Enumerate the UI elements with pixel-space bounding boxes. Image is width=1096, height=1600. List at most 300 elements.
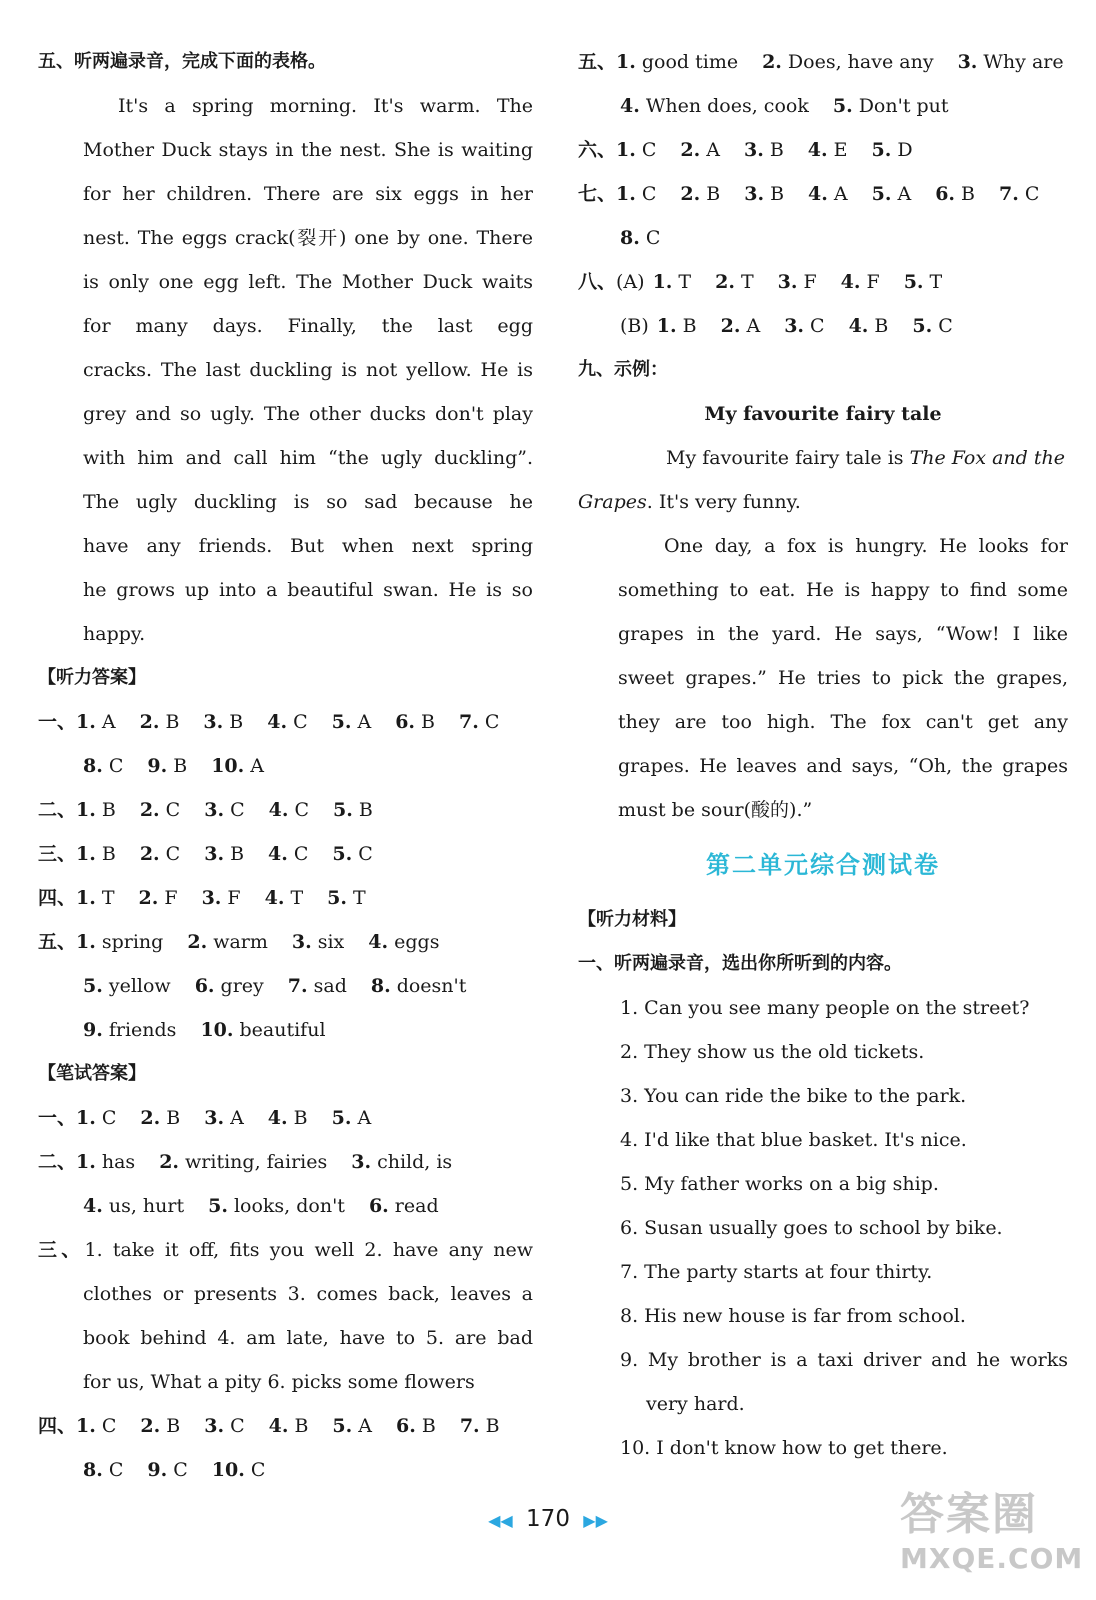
row-label: 二、	[38, 1151, 77, 1173]
item-answer: child, is	[377, 1151, 453, 1173]
answer-item	[76, 920, 163, 964]
item-number: 3.	[201, 887, 222, 909]
answer-item	[83, 1448, 123, 1492]
item-number: 4.	[620, 95, 640, 117]
item-answer: C	[101, 1107, 117, 1129]
answer-item	[83, 1008, 176, 1052]
story-title: Grapes	[578, 491, 647, 513]
answer-item	[139, 876, 178, 920]
essay-line: sweet grapes.” He tries to pick the grapes,	[618, 667, 1068, 689]
item-answer: C	[101, 1415, 117, 1437]
item-number: 3.	[351, 1151, 372, 1173]
answer-item	[204, 1404, 244, 1448]
item-answer: C	[293, 711, 308, 733]
item-number: 1.	[616, 51, 636, 73]
item-number: 5.	[871, 183, 892, 205]
item-answer: B	[293, 1107, 308, 1129]
item-answer: C	[1024, 183, 1040, 205]
answer-item	[211, 744, 264, 788]
item-number: 3.	[204, 799, 225, 821]
answer-item	[269, 1404, 309, 1448]
answer-item	[841, 260, 880, 304]
row-label: 一、	[38, 711, 77, 733]
item-number: 1.	[76, 843, 96, 865]
listening-item: 9. My brother is a taxi driver and he works	[620, 1349, 1068, 1371]
answer-row: clothes or presents 3. comes back, leaves a	[83, 1283, 533, 1305]
item-number: 9.	[83, 1019, 103, 1041]
row-label: 四、	[38, 887, 77, 909]
item-answer: C	[938, 315, 953, 337]
answer-item	[140, 700, 180, 744]
part-label: (A)	[616, 271, 645, 293]
item-number: 5.	[903, 271, 924, 293]
row-label: 一、	[38, 1107, 77, 1129]
row-label: 五、	[38, 931, 77, 953]
item-number: 5.	[333, 799, 353, 821]
answer-item	[935, 172, 975, 216]
item-answer: B	[101, 799, 116, 821]
listening-answers-title: 【听力答案】	[38, 667, 146, 688]
item-answer: B	[229, 711, 244, 733]
item-number: 8.	[83, 755, 103, 777]
item-number: 4.	[808, 183, 828, 205]
item-number: 5.	[208, 1195, 228, 1217]
item-number: 7.	[459, 1415, 480, 1437]
item-answer: C	[108, 755, 124, 777]
item-number: 5.	[331, 711, 352, 733]
item-number: 5.	[832, 95, 853, 117]
item-number: 1.	[76, 799, 96, 821]
item-answer: B	[173, 755, 188, 777]
answer-row	[38, 1228, 533, 1272]
answer-item	[616, 172, 656, 216]
item-answer: C	[810, 315, 825, 337]
essay-text: . It's very funny.	[646, 491, 801, 513]
item-answer: B	[682, 315, 697, 337]
item-answer: good time	[641, 51, 739, 73]
answer-item	[269, 788, 309, 832]
item-answer: C	[165, 843, 181, 865]
answer-item	[212, 1448, 266, 1492]
essay-line	[578, 480, 1068, 524]
answer-item	[332, 1404, 372, 1448]
item-number: 3.	[957, 51, 978, 73]
answer-item	[808, 128, 848, 172]
item-answer: sad	[313, 975, 347, 997]
passage-line: have any friends. But when next spring	[83, 535, 533, 557]
item-number: 8.	[83, 1459, 103, 1481]
item-answer: B	[421, 1415, 436, 1437]
item-number: 5.	[332, 1415, 353, 1437]
item-number: 1.	[656, 315, 677, 337]
answer-item	[762, 40, 933, 84]
passage-line: grey and so ugly. The other ducks don't play	[83, 403, 533, 425]
item-number: 2.	[715, 271, 735, 293]
listening-item: 7. The party starts at four thirty.	[620, 1261, 933, 1283]
answer-item	[76, 788, 116, 832]
item-answer: warm	[213, 931, 268, 953]
section-heading: 五、听两遍录音，完成下面的表格。	[38, 51, 326, 72]
item-answer: writing, fairies	[185, 1151, 328, 1173]
item-answer: E	[833, 139, 848, 161]
listening-item: 10. I don't know how to get there.	[620, 1437, 948, 1459]
passage-line: for her children. There are six eggs in her	[83, 183, 533, 205]
item-number: 2.	[680, 139, 701, 161]
answer-item	[396, 1404, 436, 1448]
item-answer: C	[173, 1459, 188, 1481]
item-number: 8.	[370, 975, 391, 997]
item-answer: friends	[108, 1019, 177, 1041]
answer-item	[616, 128, 656, 172]
item-answer: looks, don't	[233, 1195, 345, 1217]
item-answer: When does, cook	[645, 95, 809, 117]
item-answer: B	[485, 1415, 500, 1437]
item-number: 1.	[76, 1151, 96, 1173]
row-label: 八、	[578, 271, 617, 293]
item-answer: B	[961, 183, 975, 205]
answer-item	[744, 128, 784, 172]
item-number: 7.	[999, 183, 1019, 205]
answer-row	[38, 832, 533, 876]
item-number: 5.	[871, 139, 892, 161]
answer-item	[620, 216, 660, 260]
item-answer: T	[101, 887, 115, 909]
item-number: 3.	[744, 183, 765, 205]
passage-line: he grows up into a beautiful swan. He is so	[83, 579, 533, 601]
answer-row	[578, 216, 1068, 260]
item-answer: eggs	[394, 931, 440, 953]
answer-item	[808, 172, 848, 216]
item-number: 3.	[203, 711, 224, 733]
item-answer: B	[358, 799, 373, 821]
answer-item	[999, 172, 1039, 216]
answer-item	[369, 1184, 439, 1228]
item-number: 6.	[395, 711, 416, 733]
item-answer: B	[874, 315, 889, 337]
answer-item	[203, 700, 243, 744]
answer-item	[204, 832, 244, 876]
item-number: 3.	[777, 271, 798, 293]
answer-item	[83, 744, 123, 788]
essay-line: something to eat. He is happy to find some	[618, 579, 1068, 601]
item-number: 4.	[267, 1107, 288, 1129]
answer-item	[288, 964, 347, 1008]
item-number: 4.	[83, 1195, 103, 1217]
answer-item	[200, 1008, 325, 1052]
item-number: 5.	[912, 315, 933, 337]
item-answer: has	[101, 1151, 136, 1173]
item-answer: yellow	[108, 975, 171, 997]
item-number: 1.	[652, 271, 673, 293]
item-answer: D	[897, 139, 913, 161]
listening-item: 1. Can you see many people on the street?	[620, 997, 1030, 1019]
answer-item	[616, 40, 738, 84]
item-number: 9.	[147, 755, 168, 777]
answer-item	[265, 876, 304, 920]
item-answer: T	[929, 271, 943, 293]
item-answer: spring	[101, 931, 164, 953]
watermark-url: MXQE.COM	[900, 1542, 1084, 1575]
answer-item	[333, 788, 373, 832]
item-number: 2.	[187, 931, 208, 953]
item-answer: read	[394, 1195, 439, 1217]
item-number: 2.	[138, 887, 159, 909]
passage-line: with him and call him “the ugly duckling”.	[83, 447, 533, 469]
answer-row	[38, 1448, 533, 1492]
item-number: 1.	[76, 711, 96, 733]
essay-text: My favourite fairy tale is	[666, 447, 910, 469]
item-number: 2.	[140, 1107, 161, 1129]
answer-item	[958, 40, 1064, 84]
item-answer: F	[227, 887, 241, 909]
item-number: 6.	[935, 183, 956, 205]
item-number: 2.	[139, 711, 160, 733]
answer-row	[578, 172, 1068, 216]
answer-item	[76, 700, 116, 744]
essay-title: My favourite fairy tale	[704, 403, 942, 425]
item-number: 10.	[211, 1459, 245, 1481]
item-answer: A	[250, 755, 264, 777]
item-number: 2.	[139, 799, 160, 821]
answer-item	[76, 832, 116, 876]
answer-row	[38, 1404, 533, 1448]
essay-line: grapes in the yard. He says, “Wow! I like	[618, 623, 1068, 645]
essay-line: they are too high. The fox can't get any	[618, 711, 1068, 733]
item-number: 4.	[268, 843, 288, 865]
item-number: 2.	[680, 183, 701, 205]
item-number: 2.	[139, 843, 160, 865]
answer-item	[327, 876, 366, 920]
page-number: 170	[526, 1506, 570, 1532]
part-label: (B)	[620, 315, 649, 337]
passage-line: happy.	[83, 623, 146, 645]
item-answer: C	[108, 1459, 124, 1481]
item-number: 1.	[76, 887, 96, 909]
item-answer: doesn't	[396, 975, 467, 997]
item-answer: A	[833, 183, 848, 205]
item-answer: Does, have any	[787, 51, 934, 73]
answer-item	[395, 700, 435, 744]
item-number: 10.	[211, 755, 245, 777]
item-answer: B	[166, 1415, 181, 1437]
listening-item: 2. They show us the old tickets.	[620, 1041, 925, 1063]
answer-item	[204, 788, 244, 832]
answer-item	[159, 1140, 327, 1184]
listening-item: very hard.	[646, 1393, 745, 1415]
answer-item	[267, 700, 307, 744]
story-title: The Fox and the	[909, 447, 1065, 469]
right-column	[578, 40, 1068, 1470]
item-number: 3.	[204, 1107, 225, 1129]
answer-item	[657, 304, 697, 348]
answer-item	[368, 920, 439, 964]
item-number: 5.	[83, 975, 103, 997]
item-number: 2.	[140, 1415, 161, 1437]
answer-row	[38, 788, 533, 832]
item-number: 1.	[616, 139, 636, 161]
listening-material-title: 【听力材料】	[578, 909, 686, 930]
item-answer: F	[866, 271, 880, 293]
item-number: 3.	[204, 843, 225, 865]
listening-item: 6. Susan usually goes to school by bike.	[620, 1217, 1003, 1239]
item-answer: C	[250, 1459, 266, 1481]
item-answer: T	[678, 271, 692, 293]
answer-row	[38, 964, 533, 1008]
item-answer: A	[101, 711, 116, 733]
item-answer: B	[769, 139, 784, 161]
answer-item	[83, 1184, 184, 1228]
answer-item	[715, 260, 754, 304]
passage-line: It's a spring morning. It's warm. The	[118, 95, 533, 117]
item-answer: Don't put	[858, 95, 949, 117]
answer-item	[849, 304, 889, 348]
item-answer: beautiful	[239, 1019, 326, 1041]
answer-row	[38, 876, 533, 920]
item-answer: B	[166, 1107, 181, 1129]
item-answer: T	[740, 271, 754, 293]
answer-item	[76, 876, 115, 920]
listening-item: 3. You can ride the bike to the park.	[620, 1085, 967, 1107]
item-number: 4.	[264, 887, 285, 909]
item-number: 4.	[807, 139, 828, 161]
answer-item	[872, 128, 913, 172]
row-label: 三、	[38, 1239, 85, 1261]
answer-item	[653, 260, 692, 304]
item-answer: C	[294, 799, 309, 821]
answer-item	[371, 964, 467, 1008]
item-answer: A	[358, 1415, 372, 1437]
passage-line: The ugly duckling is so sad because he	[83, 491, 533, 513]
item-number: 4.	[267, 711, 288, 733]
item-number: 5.	[331, 1107, 352, 1129]
item-number: 1.	[76, 1107, 96, 1129]
item-number: 8.	[620, 227, 640, 249]
answer-item	[833, 84, 949, 128]
item-answer: C	[230, 1415, 245, 1437]
passage-line: for many days. Finally, the last egg	[83, 315, 533, 337]
item-number: 6.	[368, 1195, 389, 1217]
answer-row	[578, 260, 1068, 304]
answer-item	[459, 700, 499, 744]
answer-item	[202, 876, 241, 920]
item-answer: B	[165, 711, 180, 733]
answer-item	[292, 920, 344, 964]
item-answer: T	[290, 887, 304, 909]
item-answer: us, hurt	[108, 1195, 185, 1217]
answer-row	[578, 128, 1068, 172]
passage-line: Mother Duck stays in the nest. She is waiting	[83, 139, 533, 161]
answer-item	[140, 788, 180, 832]
item-answer: C	[484, 711, 500, 733]
question-heading: 一、听两遍录音，选出你所听到的内容。	[578, 953, 902, 974]
answer-item	[912, 304, 952, 348]
row-label: 六、	[578, 139, 617, 161]
watermark-logo	[900, 1478, 1084, 1594]
item-answer: A	[897, 183, 912, 205]
passage-line: cracks. The last duckling is not yellow. He is	[83, 359, 533, 381]
item-number: 4.	[840, 271, 861, 293]
answer-item	[721, 304, 761, 348]
item-number: 4.	[268, 799, 289, 821]
answer-item	[140, 1404, 180, 1448]
item-answer: C	[165, 799, 181, 821]
answer-item	[187, 920, 268, 964]
essay-line: One day, a fox is hungry. He looks for	[664, 535, 1068, 557]
answer-item	[140, 1096, 180, 1140]
item-number: 4.	[848, 315, 869, 337]
answer-item	[208, 1184, 345, 1228]
item-number: 3.	[204, 1415, 225, 1437]
item-number: 5.	[332, 843, 353, 865]
answer-item	[147, 1448, 187, 1492]
answer-text: 1. take it off, fits you well 2. have any new	[84, 1239, 533, 1261]
answer-row: book behind 4. am late, have to 5. are bad	[83, 1327, 533, 1349]
answer-row	[38, 744, 533, 788]
item-number: 3.	[291, 931, 312, 953]
row-label: 五、	[578, 51, 617, 73]
answer-item	[76, 1140, 135, 1184]
item-answer: grey	[220, 975, 264, 997]
answer-item	[620, 84, 809, 128]
answer-item	[744, 172, 784, 216]
item-number: 7.	[459, 711, 479, 733]
left-column	[38, 40, 533, 1492]
item-number: 3.	[784, 315, 805, 337]
answer-item	[268, 1096, 308, 1140]
row-label: 七、	[578, 183, 617, 205]
item-answer: C	[230, 799, 245, 821]
item-answer: C	[358, 843, 373, 865]
item-answer: C	[293, 843, 309, 865]
item-answer: six	[317, 931, 345, 953]
item-answer: T	[352, 887, 366, 909]
item-answer: B	[230, 843, 245, 865]
answer-row	[38, 1096, 533, 1140]
passage-line: is only one egg left. The Mother Duck waits	[83, 271, 533, 293]
answer-item	[332, 700, 372, 744]
answer-item	[195, 964, 264, 1008]
next-arrows-icon: ▶▶	[583, 1511, 608, 1530]
item-answer: B	[294, 1415, 309, 1437]
prev-arrows-icon: ◀◀	[488, 1511, 513, 1530]
answer-item	[268, 832, 308, 876]
watermark-text: 答案圈	[900, 1489, 1038, 1540]
item-number: 2.	[720, 315, 741, 337]
item-answer: A	[706, 139, 720, 161]
answer-item	[83, 964, 171, 1008]
answer-row	[38, 920, 533, 964]
row-label: 二、	[38, 799, 77, 821]
row-label: 三、	[38, 843, 77, 865]
answer-row	[578, 40, 1068, 84]
item-number: 6.	[194, 975, 215, 997]
answer-item	[872, 172, 912, 216]
passage	[38, 84, 533, 656]
item-answer: B	[770, 183, 785, 205]
answer-item	[204, 1096, 244, 1140]
item-number: 6.	[396, 1415, 416, 1437]
item-answer: A	[230, 1107, 244, 1129]
item-number: 5.	[327, 887, 347, 909]
essay-line: must be sour(酸的).”	[618, 799, 813, 821]
sample-heading: 九、示例：	[578, 359, 668, 380]
answer-row	[38, 1140, 533, 1184]
answer-item	[778, 260, 817, 304]
answer-item	[680, 172, 720, 216]
answer-row: for us, What a pity 6. picks some flowers	[83, 1371, 475, 1393]
item-number: 7.	[287, 975, 308, 997]
listening-item: 4. I'd like that blue basket. It's nice.	[620, 1129, 967, 1151]
